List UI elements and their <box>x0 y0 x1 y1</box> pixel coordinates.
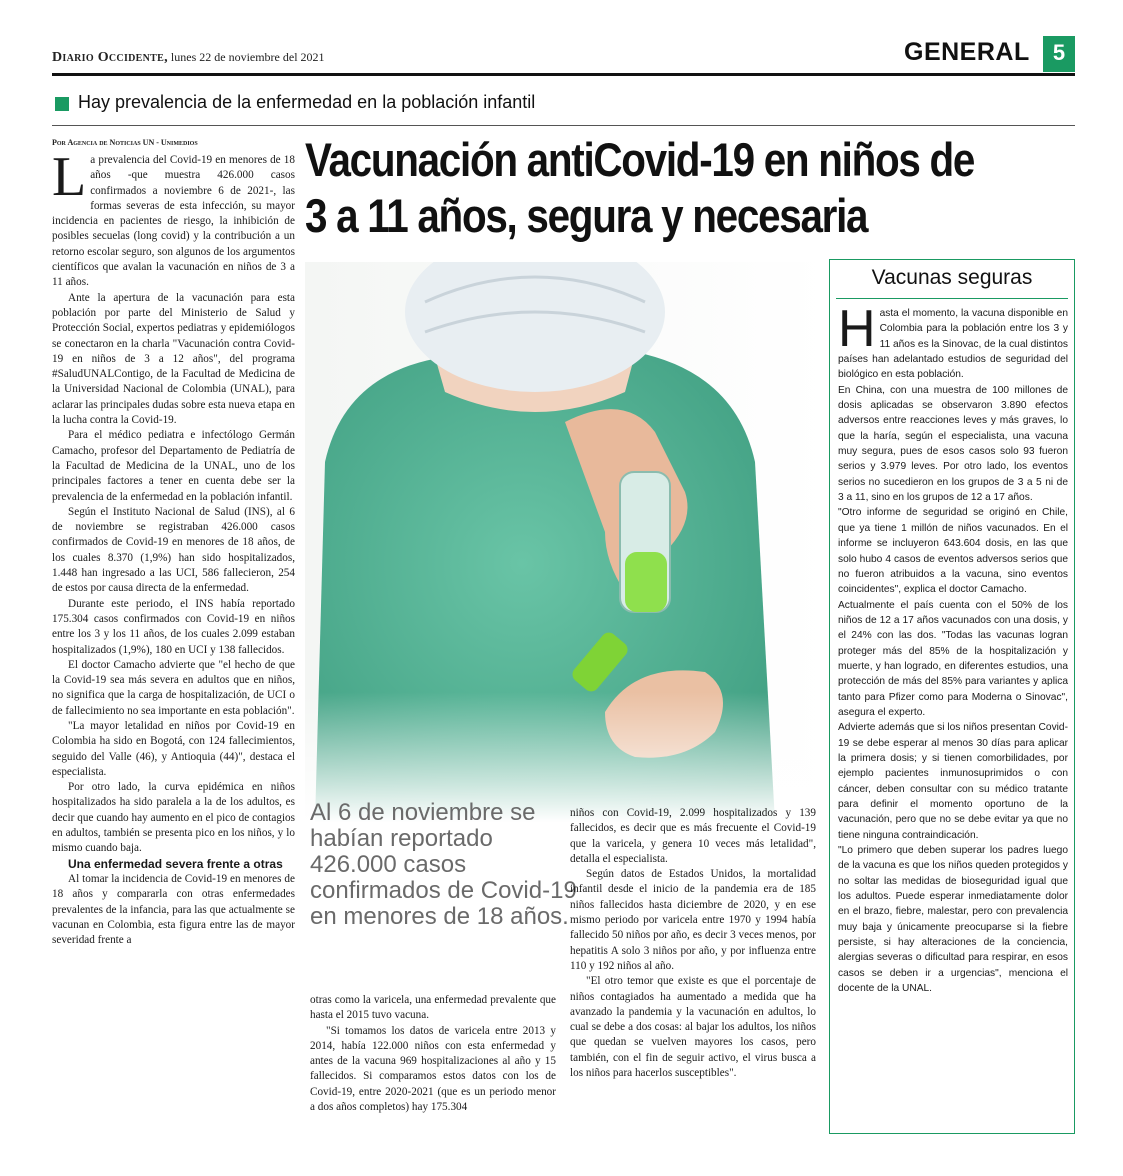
paragraph: Según el Instituto Nacional de Salud (INS), al 6 de noviembre se registraban 426.000 casos confirmados de Covid-19 en menores de 18 años, de los cuales 8.370 (1,9%) han sido hospitalizados, 1.448 han ingresado a las UCI, 586 fallecieron, 254 de estos por causa directa de la enfermedad. <box>52 505 295 595</box>
paragraph: Durante este periodo, el INS había reportado 175.304 casos confirmados con Covid-19 en niños entre los 3 y los 11 años, de los cuales 2.099 estaban hospitalizados (1,9%), 180 en UCI y 138 fallecidos. <box>52 597 295 656</box>
paragraph-text: a prevalencia del Covid-19 en menores de 18 años -que muestra 426.000 casos confirmados a noviembre 6 de 2021-, las formas severas de esta infección, su mayor incidencia en pacientes de riesgo, la inhibición de posibles secuelas (long covid) y la contribución a un retorno escolar seguro, son algunos de los argumentos científicos que avalan la vacunación en niños de 3 a 11 años. <box>52 154 295 289</box>
paragraph: El doctor Camacho advierte que "el hecho de que la Covid-19 sea más severa en adultos que en niños, no significa que la carga de hospitalización, de UCI o de fallecimiento no sea importante en esta población". <box>52 658 295 717</box>
paragraph: Al tomar la incidencia de Covid-19 en menores de 18 años y compararla con otras enfermedades prevalentes de la infancia, para las que actualmente se vacunan en Colombia, esta figura entre las de mayor severidad frente a <box>52 872 295 947</box>
sidebar-title: Vacunas seguras <box>871 266 1033 289</box>
sidebar-rule <box>836 298 1068 299</box>
sidebar-body <box>838 300 1068 996</box>
paragraph <box>838 300 1068 383</box>
headline: Vacunación antiCovid-19 en niños de 3 a 11 años, segura y necesaria <box>305 133 975 242</box>
pull-quote: Al 6 de noviembre se habían reportado 426.000 casos confirmados de Covid-19 en menores de 18 años. <box>310 799 577 930</box>
paragraph: Para el médico pediatra e infectólogo Germán Camacho, profesor del Departamento de Pediatría de la Facultad de Medicina de la UNAL, uno de los principales factores a tener en cuenta debe ser la prevalencia de la enfermedad en la población infantil. <box>52 429 295 503</box>
subheading: Una enfermedad severa frente a otras <box>68 856 283 871</box>
paragraph: otras como la varicela, una enfermedad prevalente que hasta el 2015 tuvo vacuna. <box>310 994 556 1022</box>
paragraph: Según datos de Estados Unidos, la mortalidad infantil desde el inicio de la pandemia era de 185 niños fallecidos hasta diciembre de 2020, y en ese mismo periodo por varicela entre 1970 y 1994 había fallecido 50 niños por año, es decir 3 veces menos, por hepatitis A solo 3 niños por año, y por influenza entre 110 y 192 niños al año. <box>570 868 816 972</box>
masthead-rule <box>52 73 1075 76</box>
section-title: GENERAL <box>904 38 1030 66</box>
article-column-1 <box>52 146 295 948</box>
paragraph: "El otro temor que existe es que el porcentaje de niños contagiados ha aumentado a medida que ha avanzado la pandemia y la vacunación en adultos, lo cual se debe a dos cosas: al bajar los adultos, los niños que quedan se vuelven mayores los casos, pero también, con el fin de seguir activo, el virus busca a los niños para hacerlos susceptibles". <box>570 975 816 1080</box>
newspaper-name: Diario Occidente, <box>52 50 168 65</box>
kicker-rule <box>52 125 1075 126</box>
paragraph: "Otro informe de seguridad se originó en Chile, que ya tiene 1 millón de niños vacunados. En el informe se incluyeron 643.604 dosis, en las que solo hubo 4 casos de eventos adversos serios que no fueron atribuidos a la vacuna, sino eventos coincidentes", explica el doctor Camacho. <box>838 507 1068 596</box>
paragraph: "Lo primero que deben superar los padres luego de la vacuna es que los niños queden protegidos y no soltar las medidas de bioseguridad igual que los adultos. Puede esperar inmediatamente dolor en el brazo, fiebre, malestar, pero con prevalencia muy baja y únicamente preocuparse si la fiebre persiste, si hay alteraciones de la conciencia, alergias severas o dificultad para respirar, en esos casos se deben ir a urgencias", menciona el docente de la UNAL. <box>838 845 1068 995</box>
kicker: Hay prevalencia de la enfermedad en la población infantil <box>78 92 536 112</box>
child-vaccination-photo <box>305 262 827 822</box>
photo-illustration <box>305 262 827 822</box>
paragraph <box>52 146 295 291</box>
kicker-square-icon <box>55 97 69 111</box>
paragraph-text: asta el momento, la vacuna disponible en Colombia para la población entre los 3 y 11 años es la Sinovac, de la cual distintos países han adelantado estudios de seguridad del biológico en esta población. <box>838 308 1068 381</box>
byline: Por Agencia de Noticias UN - Unimedios <box>52 138 198 147</box>
paragraph: En China, con una muestra de 100 millones de dosis aplicadas se observaron 3.890 efectos adversos entre reacciones leves y más graves, lo que la haría, según el especialista, una vacuna muy segura, pues de esos casos solo 93 fueron serios y 3.979 leves. Por otro lado, los eventos serios no sucedieron en los grupos de 3 a 5 ni de 3 a 11, sino en los grupos de 12 a 17 años. <box>838 384 1068 504</box>
paragraph: Actualmente el país cuenta con el 50% de los niños de 12 a 17 años vacunados con una dosis, y el 24% con las dos. "Todas las vacunas logran proteger más del 85% de la hospitalización y muerte, y han logrado, en diferentes estudios, una protección de más del 85% para variantes y aplica tanto para Pfizer como para Moderna o Sinovac", asegura el experto. <box>838 599 1068 718</box>
drop-cap: L <box>52 146 87 208</box>
paragraph: Ante la apertura de la vacunación para esta población por parte del Ministerio de Salud y Protección Social, expertos pediatras y epidemiólogos se conectaron en la charla "Vacunación contra Covid-19 en niños de 3 a 12 años", del programa #SaludUNALContigo, de la Facultad de Medicina de la Universidad Nacional de Colombia (UNAL), para aclarar las principales dudas sobre esta nueva etapa en la lucha contra la Covid-19. <box>52 291 295 427</box>
paragraph: "La mayor letalidad en niños por Covid-19 en Colombia ha sido en Bogotá, con 124 fallecimientos, seguido del Valle (46), y Antioquia (44)", destaca el especialista. <box>52 719 295 778</box>
drop-cap: H <box>838 300 876 358</box>
article-column-3 <box>570 806 816 1081</box>
article-column-2 <box>310 993 556 1115</box>
page-number: 5 <box>1043 36 1075 72</box>
paragraph: Por otro lado, la curva epidémica en niños hospitalizados ha sido paralela a la de los adultos, es decir que cuando hay aumento en el pico de contagios en adultos, también se presenta pico en los niños, y lo mismo cuando baja. <box>52 781 295 855</box>
paragraph: Advierte además que si los niños presentan Covid-19 se debe esperar al menos 30 días para aplicar la primera dosis; y si tienen comorbilidades, por ejemplo pacientes inmunosuprimidos o con cáncer, deben consultar con su médico tratante para definir el momento oportuno de la vacunación, pero que no se debe evitar ya que no tiene ninguna contraindicación. <box>838 722 1068 841</box>
issue-date: lunes 22 de noviembre del 2021 <box>170 50 325 64</box>
masthead-info <box>52 50 325 66</box>
paragraph: niños con Covid-19, 2.099 hospitalizados y 139 fallecidos, es decir que es más frecuente el Covid-19 que la varicela, y genera 10 veces más letalidad", detalla el especialista. <box>570 807 816 865</box>
paragraph: "Si tomamos los datos de varicela entre 2013 y 2014, había 122.000 niños con esta enfermedad y antes de la vacuna 969 hospitalizaciones al año y 15 fallecidos. Si comparamos estos datos con los de Covid-19, entre 2020-2021 (que es un periodo menor a dos años completos) hay 175.304 <box>310 1024 556 1114</box>
